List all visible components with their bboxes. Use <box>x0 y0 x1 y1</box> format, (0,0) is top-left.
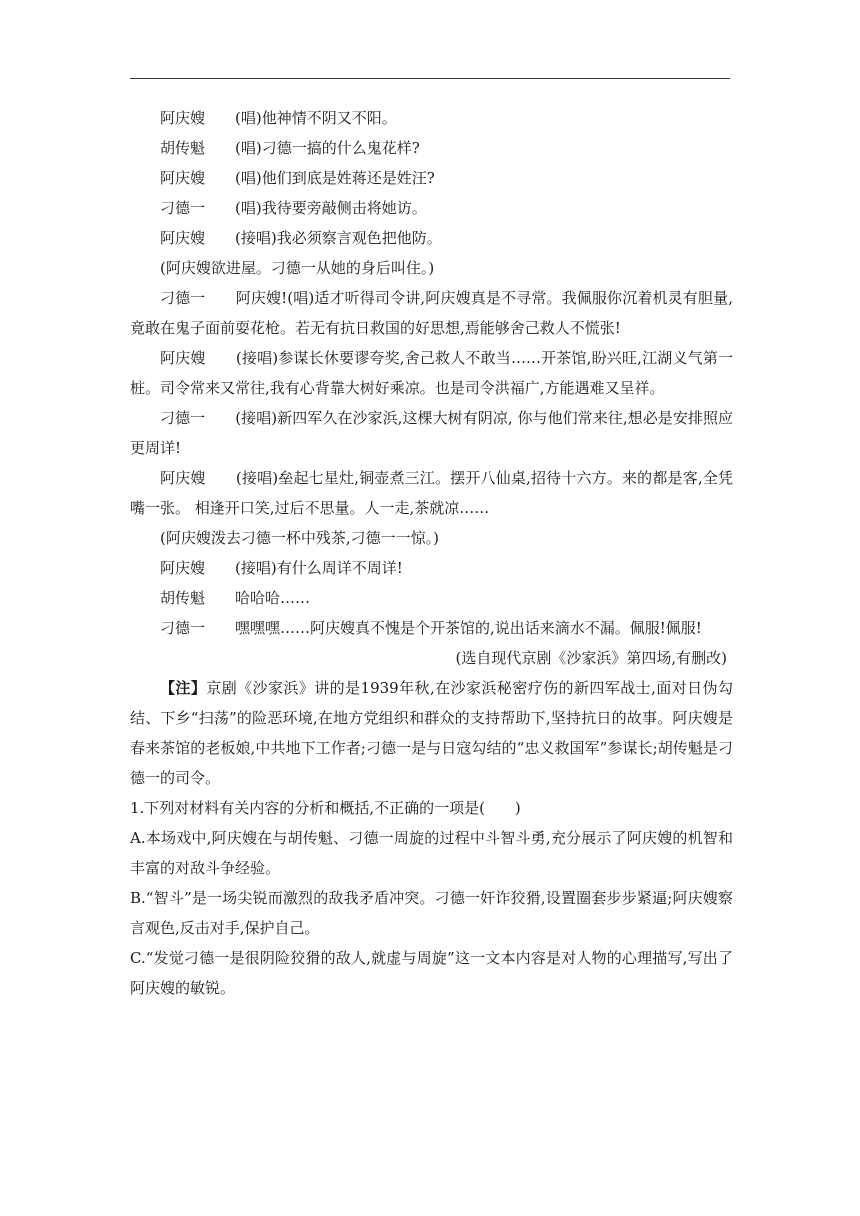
option-b: B.“智斗”是一场尖锐而激烈的敌我矛盾冲突。刁德一奸诈狡猾,设置圈套步步紧逼;阿庆嫂察言观色,反击对手,保护自己。 <box>130 889 733 937</box>
stage-direction: (阿庆嫂欲进屋。刁德一从她的身后叫住。) <box>160 259 435 277</box>
option-c: C.“发觉刁德一是很阴险狡猾的敌人,就虚与周旋”这一文本内容是对人物的心理描写,写出了阿庆嫂的敏锐。 <box>130 949 733 997</box>
line-text: (唱)他神情不阴又不阳。 <box>235 109 397 127</box>
speech-paragraph: 刁德一 阿庆嫂!(唱)适才听得司令讲,阿庆嫂真是不寻常。我佩服你沉着机灵有胆量,竟敢在鬼子面前耍花枪。若无有抗日救国的好思想,焉能够舍己救人不慌张! <box>130 289 733 337</box>
dialogue-line <box>130 133 733 163</box>
line-text: (接唱)我必须察言观色把他防。 <box>235 229 442 247</box>
speaker: 阿庆嫂 <box>160 169 206 187</box>
dialogue-line <box>130 613 733 643</box>
speaker: 刁德一 <box>160 619 206 637</box>
speaker: 胡传魁 <box>160 589 206 607</box>
speaker: 阿庆嫂 <box>160 229 206 247</box>
line-text: 嘿嘿嘿……阿庆嫂真不愧是个开茶馆的,说出话来滴水不漏。佩服!佩服! <box>235 619 702 637</box>
note-paragraph <box>130 673 733 793</box>
header-rule <box>130 78 730 79</box>
dialogue-line <box>130 103 733 133</box>
question-stem: 1.下列对材料有关内容的分析和概括,不正确的一项是( ) <box>130 799 521 817</box>
dialogue-line <box>130 193 733 223</box>
note-text: 京剧《沙家浜》讲的是1939年秋,在沙家浜秘密疗伤的新四军战士,面对日伪勾结、下乡“扫荡”的险恶环境,在地方党组织和群众的支持帮助下,坚持抗日的故事。阿庆嫂是春来茶馆的老板娘,中共地下工作者;刁德一是与日寇勾结的“忠义救国军”参谋长;胡传魁是刁德一的司令。 <box>130 679 733 787</box>
stage-direction: (阿庆嫂泼去刁德一杯中残茶,刁德一一惊。) <box>160 529 439 547</box>
document-body <box>130 103 733 1003</box>
speech-paragraph: 阿庆嫂 (接唱)参谋长休要谬夸奖,舍己救人不敢当……开茶馆,盼兴旺,江湖义气第一桩。司令常来又常往,我有心背靠大树好乘凉。也是司令洪福广,方能遇难又呈祥。 <box>130 349 733 397</box>
line-text: (唱)我待要旁敲侧击将她访。 <box>235 199 427 217</box>
line-text: (唱)他们到底是姓蒋还是姓汪? <box>235 169 435 187</box>
dialogue-line <box>130 223 733 253</box>
note-label: 【注】 <box>160 679 207 697</box>
speech-paragraph: 阿庆嫂 (接唱)垒起七星灶,铜壶煮三江。摆开八仙桌,招待十六方。来的都是客,全凭嘴一张。 相逢开口笑,过后不思量。人一走,茶就凉…… <box>130 469 733 517</box>
dialogue-line <box>130 163 733 193</box>
speaker: 阿庆嫂 <box>160 559 206 577</box>
line-text: (接唱)有什么周详不周详! <box>235 559 403 577</box>
dialogue-line <box>130 553 733 583</box>
speaker: 胡传魁 <box>160 139 206 157</box>
line-text: (唱)刁德一搞的什么鬼花样? <box>235 139 420 157</box>
speaker: 阿庆嫂 <box>160 109 206 127</box>
dialogue-line <box>130 583 733 613</box>
source-citation: (选自现代京剧《沙家浜》第四场,有删改) <box>455 649 727 667</box>
option-a: A.本场戏中,阿庆嫂在与胡传魁、刁德一周旋的过程中斗智斗勇,充分展示了阿庆嫂的机智和丰富的对敌斗争经验。 <box>130 829 733 877</box>
speaker: 刁德一 <box>160 199 206 217</box>
speech-paragraph: 刁德一 (接唱)新四军久在沙家浜,这棵大树有阴凉, 你与他们常来往,想必是安排照应更周详! <box>130 409 733 457</box>
line-text: 哈哈哈…… <box>235 589 311 607</box>
